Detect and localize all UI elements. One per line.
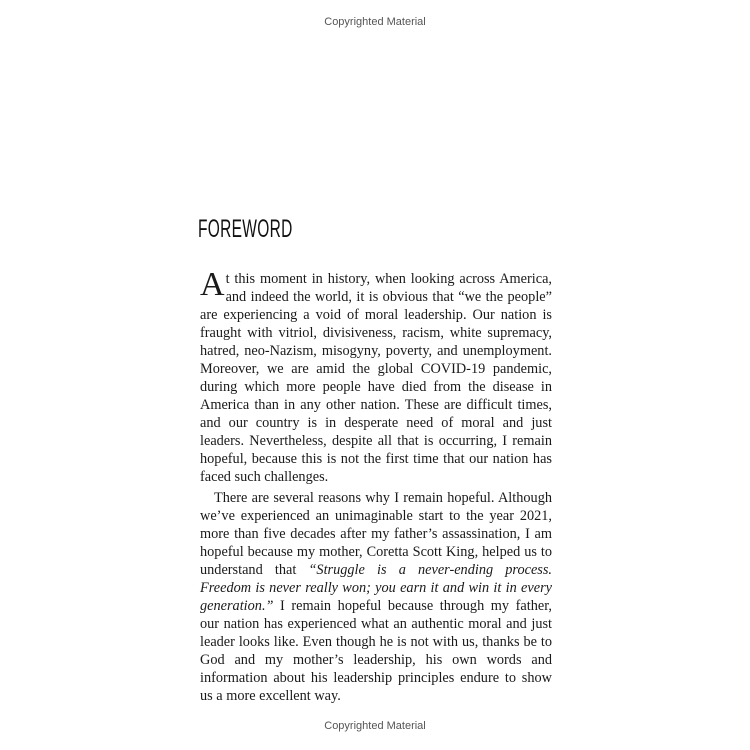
paragraph-1-text: t this moment in history, when looking across America, and indeed the world, it is obvious that “we the people” are experiencing a void of moral leadership. Our nation is fraught with vitriol, divisiveness, racism, white supremacy, hatred, neo-Nazism, misogyny, poverty, and unemployment. Moreover, we are amid the global COVID-19 pandemic, during which more people have died from the disease in America than in any other nation. These are difficult times, and our country is in desperate need of moral and just leaders. Nevertheless, despite all that is occurring, I remain hopeful, because this is not the first time that our nation has faced such challenges. xyxy=(200,271,552,485)
coretta-scott-king-quote: “Struggle is a never-ending process. Freedom is never really won; you earn it and win it in every generation.” xyxy=(200,562,552,614)
drop-cap: A xyxy=(200,266,225,303)
body-text xyxy=(200,266,552,705)
copyright-watermark-bottom: Copyrighted Material xyxy=(324,720,426,732)
paragraph-2 xyxy=(200,489,552,705)
paragraph-2-text-after: I remain hopeful because through my father, our nation has experienced what an authentic moral and just leader looks like. Even though he is not with us, thanks be to God and my mother’s leadership, his own words and information about his leadership principles endure to show us a more excellent way. xyxy=(200,598,552,704)
chapter-title: FOREWORD xyxy=(198,215,293,243)
paragraph-1 xyxy=(200,266,552,486)
copyright-watermark-top: Copyrighted Material xyxy=(324,16,426,28)
paragraph-2-text-before: There are several reasons why I remain hopeful. Although we’ve experienced an unimaginable start to the year 2021, more than five decades after my father’s assassination, I am hopeful because my mother, Coretta Scott King, helped us to understand that xyxy=(200,490,552,578)
